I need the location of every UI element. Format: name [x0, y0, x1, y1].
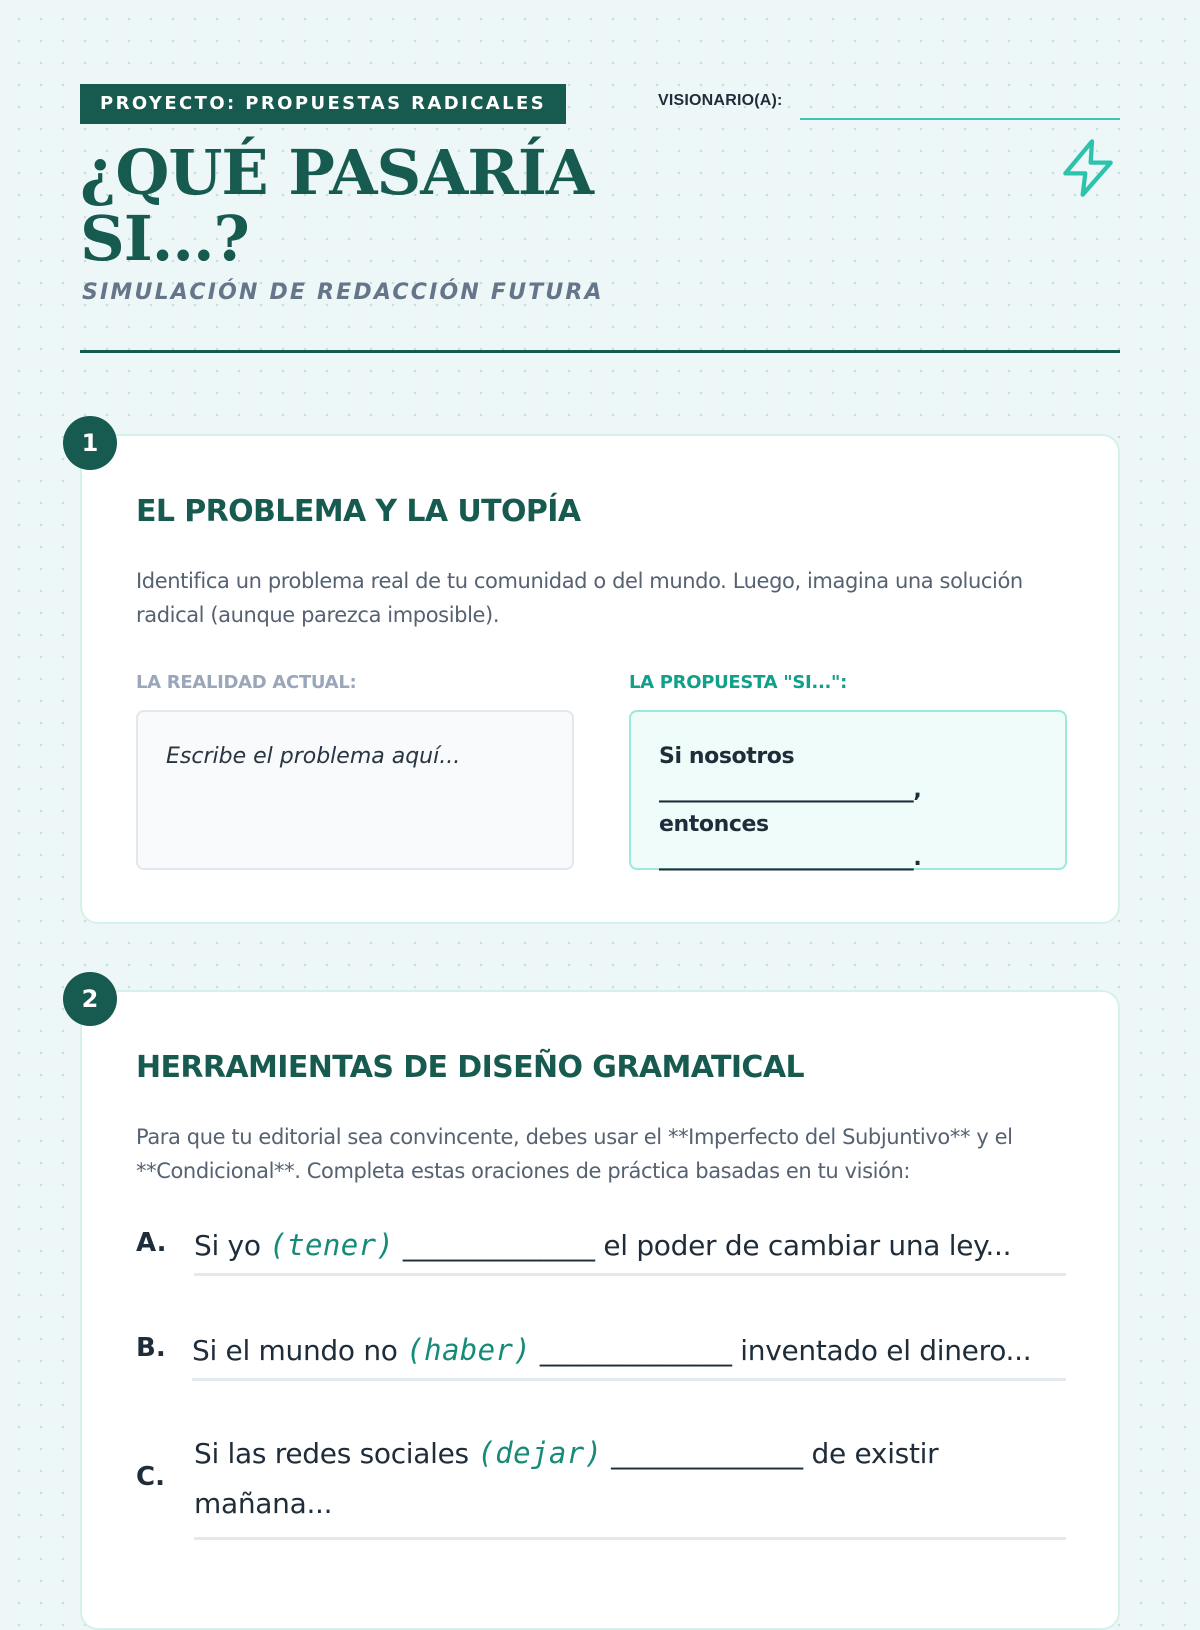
- answer-blank[interactable]: ______________: [402, 1229, 595, 1262]
- exercise-item: [136, 1422, 1066, 1542]
- page-subtitle: SIMULACIÓN DE REDACCIÓN FUTURA: [82, 280, 604, 305]
- proposal-label: LA PROPUESTA "SI...":: [629, 672, 847, 693]
- exercise-item: [136, 1319, 1066, 1389]
- exercise-item: [136, 1214, 1066, 1284]
- answer-blank[interactable]: ______________: [611, 1437, 803, 1470]
- project-tag: PROYECTO: PROPUESTAS RADICALES: [80, 84, 566, 124]
- sentence-start: Si las redes sociales: [194, 1437, 478, 1470]
- step-number-badge: 2: [63, 972, 117, 1026]
- page-title: ¿QUÉ PASARÍA SI...?: [80, 136, 593, 275]
- lightning-bolt-icon: [1056, 136, 1120, 200]
- section-2-description: Para que tu editorial sea convincente, debes usar el **Imperfecto del Subjuntivo** y el **Condicional**. Completa estas oraciones de práctica basadas en tu visión:: [136, 1125, 1013, 1183]
- current-reality-label: LA REALIDAD ACTUAL:: [136, 672, 357, 693]
- section-1-title: EL PROBLEMA Y LA UTOPÍA: [136, 494, 581, 529]
- verb-hint: (tener): [269, 1228, 395, 1262]
- exercise-sentence[interactable]: [194, 1214, 1066, 1276]
- section-1-description: Identifica un problema real de tu comunidad o del mundo. Luego, imagina una solución radical (aunque parezca imposible).: [136, 569, 1023, 627]
- section-2-card: [80, 985, 1120, 1630]
- sentence-start: Si yo: [194, 1229, 270, 1262]
- sentence-end: inventado el dinero...: [731, 1334, 1032, 1367]
- sentence-start: Si el mundo no: [192, 1334, 407, 1367]
- answer-blank[interactable]: ______________: [539, 1334, 732, 1367]
- exercise-letter: B.: [136, 1333, 166, 1363]
- problem-input-box[interactable]: Escribe el problema aquí...: [136, 710, 574, 870]
- verb-hint: (dejar): [477, 1436, 603, 1470]
- exercise-letter: A.: [136, 1228, 167, 1258]
- section-1-card: [80, 429, 1120, 924]
- sentence-end: de existir mañana...: [194, 1437, 939, 1520]
- exercise-letter: C.: [136, 1462, 165, 1492]
- visionario-input-line[interactable]: [800, 118, 1120, 120]
- verb-hint: (haber): [406, 1333, 532, 1367]
- header-divider: [80, 350, 1120, 353]
- step-number-badge: 1: [63, 416, 117, 470]
- proposal-box[interactable]: Si nosotros ________________________, entonces ________________________.: [629, 710, 1067, 870]
- exercise-sentence[interactable]: [192, 1319, 1066, 1381]
- exercise-sentence[interactable]: [194, 1422, 1066, 1540]
- sentence-end: el poder de cambiar una ley...: [594, 1229, 1012, 1262]
- visionario-field[interactable]: [658, 88, 1120, 120]
- section-2-title: HERRAMIENTAS DE DISEÑO GRAMATICAL: [136, 1050, 804, 1085]
- visionario-label: VISIONARIO(A):: [658, 92, 783, 109]
